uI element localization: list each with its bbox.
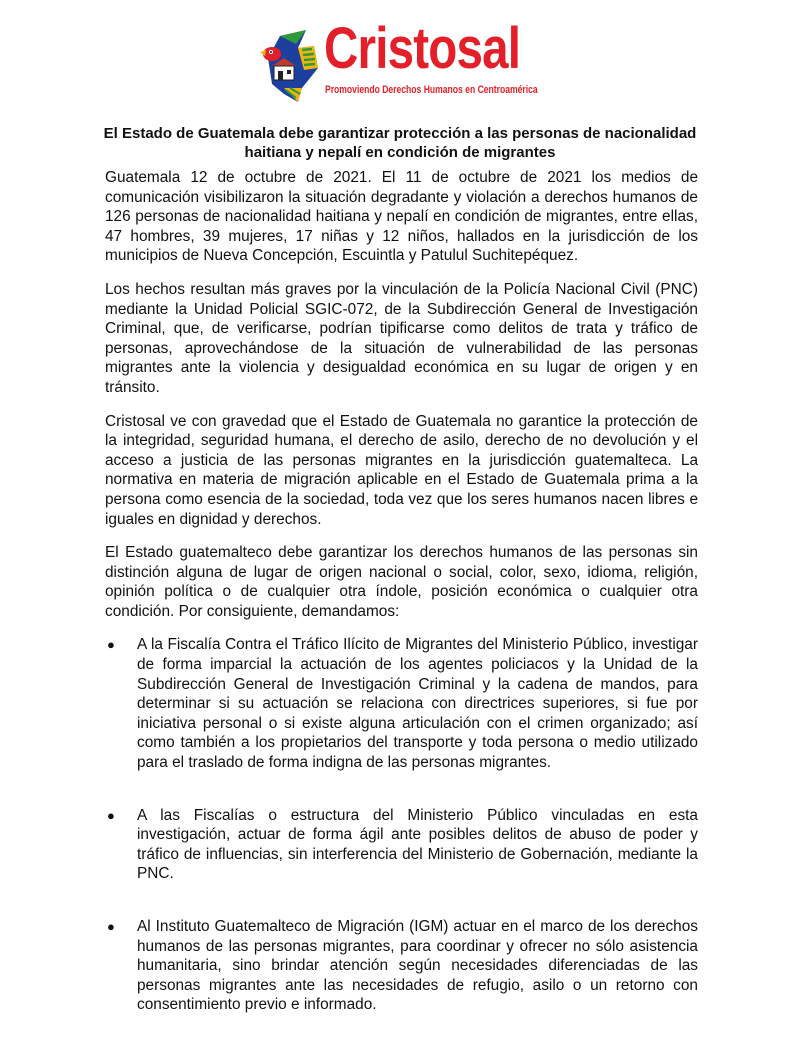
- list-item: [105, 806, 698, 884]
- list-item: [105, 635, 698, 772]
- list-item-text: Al Instituto Guatemalteco de Migración (IGM) actuar en el marco de los derechos humanos de las personas migrantes, para coordinar y ofrecer no sólo asistencia humanitaria, sino brindar atención según necesidades diferenciadas de las personas migrantes ante las necesidades de refugio, asilo o un retorno con consentimiento previo e informado.: [137, 918, 698, 1014]
- bullet-icon: ●: [107, 807, 115, 823]
- document-body: [105, 168, 698, 1048]
- bird-house-icon: [258, 28, 320, 104]
- paragraph: Cristosal ve con gravedad que el Estado de Guatemala no garantice la protección de la integridad, seguridad humana, el derecho de asilo, derecho de no devolución y el acceso a justicia de las personas migrantes en la jurisdicción guatemalteca. La normativa en materia de migración aplicable en el Estado de Guatemala prima a la persona como esencia de la sociedad, toda vez que los seres humanos nacen libres e iguales en dignidad y derechos.: [105, 412, 698, 528]
- cristosal-logo: [258, 16, 538, 106]
- list-item-text: A las Fiscalías o estructura del Ministerio Público vinculadas en esta investigación, actuar de forma ágil ante posibles delitos de abuso de poder y tráfico de influencias, sin interferencia del Ministerio de Gobernación, mediante la PNC.: [137, 806, 698, 883]
- bullet-icon: ●: [107, 919, 115, 934]
- bullet-icon: ●: [107, 637, 115, 653]
- brand-tagline: Promoviendo Derechos Humanos en Centroamérica: [325, 84, 538, 96]
- paragraph: El Estado guatemalteco debe garantizar los derechos humanos de las personas sin distinción alguna de lugar de origen nacional o social, color, sexo, idioma, religión, opinión política o de cualquier otra índole, posición económica o cualquier otra condición. Por consiguiente, demandamos:: [105, 544, 698, 620]
- list-item: [105, 917, 698, 1015]
- list-item-text: A la Fiscalía Contra el Tráfico Ilícito de Migrantes del Ministerio Público, investigar de forma imparcial la actuación de los agentes policiacos y la Unidad de la Subdirección General de Investigación Criminal y la cadena de mandos, para determinar si su actuación se relaciona con directrices superiores, si fue por iniciativa personal o si existe alguna articulación con el crimen organizado; así como también a los propietarios del transporte y toda persona o medio utilizado para el traslado de forma indigna de las personas migrantes.: [137, 636, 698, 772]
- paragraph: Guatemala 12 de octubre de 2021. El 11 de octubre de 2021 los medios de comunicación visibilizaron la situación degradante y violación a derechos humanos de 126 personas de nacionalidad haitiana y nepalí en condición de migrantes, entre ellas, 47 hombres, 39 mujeres, 17 niñas y 12 niños, hallados en la jurisdicción de los municipios de Nueva Concepción, Escuintla y Patulul Suchitepéquez.: [105, 169, 698, 265]
- paragraph: Los hechos resultan más graves por la vinculación de la Policía Nacional Civil (PNC) mediante la Unidad Policial SGIC-072, de la Subdirección General de Investigación Criminal, que, de verificarse, podrían tipificarse como delitos de trata y tráfico de personas, aprovechándose de la situación de vulnerabilidad de las personas migrantes ante la violencia y desigualdad económica en su lugar de origen y en tránsito.: [105, 280, 698, 396]
- demands-list: [105, 635, 698, 1015]
- document-title: El Estado de Guatemala debe garantizar protección a las personas de nacionalidad haitiana y nepalí en condición de migrantes: [103, 125, 697, 161]
- brand-name: Cristosal: [324, 16, 521, 81]
